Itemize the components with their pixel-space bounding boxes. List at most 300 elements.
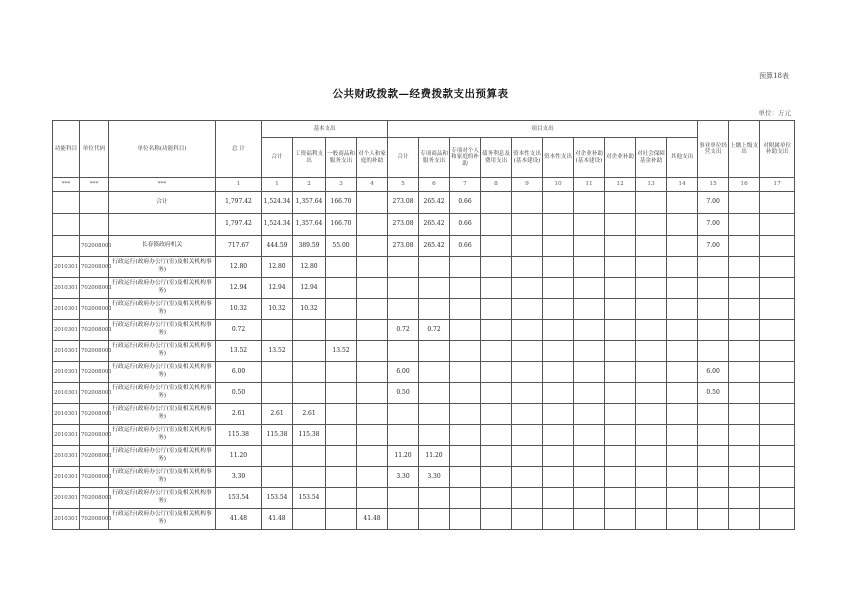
- total-cell: 0.72: [216, 320, 262, 341]
- header-row-1: [53, 121, 795, 138]
- empty-cell: [512, 467, 543, 488]
- amount-cell-pp: [450, 467, 481, 488]
- empty-cell: [574, 214, 605, 236]
- amount-cell-other: [698, 488, 729, 509]
- amount-cell-other: [698, 425, 729, 446]
- amount-cell-wage: 2.61: [293, 404, 326, 425]
- empty-cell: [636, 320, 667, 341]
- unit-code-cell: 702008001: [80, 278, 109, 299]
- table-row: [53, 509, 795, 530]
- amount-cell-goods: [326, 467, 357, 488]
- amount-cell-bt: 1,524.34: [262, 214, 293, 236]
- empty-cell: [729, 341, 760, 362]
- empty-cell: [636, 404, 667, 425]
- empty-cell: [729, 236, 760, 257]
- amount-cell-goods: [326, 299, 357, 320]
- unit-label: 单位：万元: [758, 109, 791, 117]
- header-proj-total: 合计: [388, 138, 419, 178]
- amount-cell-pt: 3.30: [388, 467, 419, 488]
- unit-name-cell: 行政运行(政府办公厅(室)及相关机构事务): [109, 404, 216, 425]
- amount-cell-wage: [293, 320, 326, 341]
- empty-cell: [667, 257, 698, 278]
- index-cell: 7: [450, 178, 481, 192]
- amount-cell-pg: [419, 362, 450, 383]
- total-cell: 717.67: [216, 236, 262, 257]
- index-cell: 9: [512, 178, 543, 192]
- empty-cell: [605, 446, 636, 467]
- table-row: [53, 404, 795, 425]
- func-code-cell: 2010301: [53, 404, 80, 425]
- amount-cell-pg: [419, 404, 450, 425]
- amount-cell-bt: 115.38: [262, 425, 293, 446]
- form-number: 预算18表: [759, 72, 789, 80]
- index-cell: 3: [326, 178, 357, 192]
- index-cell: 14: [667, 178, 698, 192]
- empty-cell: [636, 214, 667, 236]
- empty-cell: [667, 341, 698, 362]
- empty-cell: [760, 278, 795, 299]
- amount-cell-pp: [450, 488, 481, 509]
- empty-cell: [574, 192, 605, 214]
- amount-cell-pp: [450, 383, 481, 404]
- empty-cell: [512, 446, 543, 467]
- empty-cell: [729, 278, 760, 299]
- header-enterprise-build: 对企业补助(基本建设): [574, 138, 605, 178]
- amount-cell-pg: 265.42: [419, 214, 450, 236]
- unit-name-cell: 行政运行(政府办公厅(室)及相关机构事务): [109, 362, 216, 383]
- empty-cell: [667, 278, 698, 299]
- amount-cell-wage: 1,357.64: [293, 192, 326, 214]
- amount-cell-pers: [357, 236, 388, 257]
- total-cell: 1,797.42: [216, 214, 262, 236]
- empty-cell: [574, 299, 605, 320]
- amount-cell-pt: [388, 299, 419, 320]
- amount-cell-bt: 444.59: [262, 236, 293, 257]
- empty-cell: [512, 341, 543, 362]
- empty-cell: [636, 488, 667, 509]
- empty-cell: [574, 362, 605, 383]
- amount-cell-other: [698, 467, 729, 488]
- empty-cell: [605, 488, 636, 509]
- empty-cell: [636, 467, 667, 488]
- total-cell: 12.94: [216, 278, 262, 299]
- empty-cell: [729, 509, 760, 530]
- amount-cell-wage: [293, 446, 326, 467]
- empty-cell: [729, 446, 760, 467]
- amount-cell-bt: [262, 467, 293, 488]
- budget-table: [52, 120, 795, 530]
- empty-cell: [605, 509, 636, 530]
- func-code-cell: 2010301: [53, 383, 80, 404]
- empty-cell: [512, 362, 543, 383]
- empty-cell: [481, 509, 512, 530]
- table-row: [53, 299, 795, 320]
- empty-cell: [760, 214, 795, 236]
- amount-cell-goods: [326, 362, 357, 383]
- amount-cell-pg: [419, 299, 450, 320]
- empty-cell: [760, 467, 795, 488]
- func-code-cell: 2010301: [53, 425, 80, 446]
- empty-cell: [605, 404, 636, 425]
- amount-cell-wage: [293, 509, 326, 530]
- empty-cell: [512, 192, 543, 214]
- table-row: [53, 488, 795, 509]
- table-row: [53, 383, 795, 404]
- total-cell: 2.61: [216, 404, 262, 425]
- empty-cell: [512, 278, 543, 299]
- amount-cell-pg: [419, 509, 450, 530]
- table-row: [53, 446, 795, 467]
- amount-cell-pg: 3.30: [419, 467, 450, 488]
- amount-cell-pers: [357, 299, 388, 320]
- empty-cell: [667, 362, 698, 383]
- amount-cell-pers: [357, 362, 388, 383]
- amount-cell-pg: 265.42: [419, 192, 450, 214]
- empty-cell: [636, 509, 667, 530]
- index-cell: 6: [419, 178, 450, 192]
- empty-cell: [543, 299, 574, 320]
- empty-cell: [481, 341, 512, 362]
- amount-cell-pt: 273.08: [388, 192, 419, 214]
- amount-cell-other: [698, 509, 729, 530]
- index-cell: 2: [293, 178, 326, 192]
- header-project: 项目支出: [388, 121, 698, 138]
- func-code-cell: [53, 214, 80, 236]
- amount-cell-bt: 10.32: [262, 299, 293, 320]
- unit-code-cell: 702008001: [80, 425, 109, 446]
- empty-cell: [667, 488, 698, 509]
- empty-cell: [512, 425, 543, 446]
- amount-cell-other: 7.00: [698, 236, 729, 257]
- empty-cell: [636, 362, 667, 383]
- empty-cell: [481, 383, 512, 404]
- index-cell: 11: [574, 178, 605, 192]
- unit-code-cell: 702008001: [80, 341, 109, 362]
- amount-cell-wage: [293, 341, 326, 362]
- empty-cell: [543, 404, 574, 425]
- header-capital-build: 资本性支出(基本建设): [512, 138, 543, 178]
- table-row: [53, 341, 795, 362]
- amount-cell-other: [698, 446, 729, 467]
- amount-cell-pt: [388, 278, 419, 299]
- empty-cell: [667, 446, 698, 467]
- unit-name-cell: 行政运行(政府办公厅(室)及相关机构事务): [109, 341, 216, 362]
- table-row: [53, 467, 795, 488]
- amount-cell-goods: 166.70: [326, 192, 357, 214]
- amount-cell-pt: 273.08: [388, 214, 419, 236]
- unit-code-cell: 702008001: [80, 488, 109, 509]
- empty-cell: [574, 320, 605, 341]
- empty-cell: [481, 425, 512, 446]
- amount-cell-pt: [388, 509, 419, 530]
- header-personal: 对个人和家庭的补助: [357, 138, 388, 178]
- amount-cell-other: [698, 278, 729, 299]
- empty-cell: [636, 383, 667, 404]
- unit-name-cell: 行政运行(政府办公厅(室)及相关机构事务): [109, 257, 216, 278]
- empty-cell: [543, 192, 574, 214]
- amount-cell-pp: [450, 446, 481, 467]
- amount-cell-pt: 273.08: [388, 236, 419, 257]
- amount-cell-other: [698, 404, 729, 425]
- empty-cell: [512, 320, 543, 341]
- empty-cell: [636, 446, 667, 467]
- empty-cell: [481, 236, 512, 257]
- amount-cell-pg: [419, 383, 450, 404]
- amount-cell-pp: [450, 320, 481, 341]
- unit-code-cell: 702008001: [80, 299, 109, 320]
- empty-cell: [481, 446, 512, 467]
- header-social-fund: 对社会保障基金补助: [636, 138, 667, 178]
- amount-cell-pp: [450, 299, 481, 320]
- empty-cell: [636, 425, 667, 446]
- amount-cell-goods: [326, 320, 357, 341]
- empty-cell: [760, 404, 795, 425]
- empty-cell: [729, 257, 760, 278]
- amount-cell-pp: [450, 362, 481, 383]
- amount-cell-pp: [450, 278, 481, 299]
- empty-cell: [574, 446, 605, 467]
- empty-cell: [667, 509, 698, 530]
- empty-cell: [481, 404, 512, 425]
- unit-code-cell: 702008001: [80, 257, 109, 278]
- empty-cell: [512, 236, 543, 257]
- amount-cell-pp: [450, 404, 481, 425]
- amount-cell-pers: [357, 488, 388, 509]
- empty-cell: [760, 236, 795, 257]
- empty-cell: [512, 488, 543, 509]
- table-row: [53, 192, 795, 214]
- empty-cell: [574, 509, 605, 530]
- index-cell: ***: [109, 178, 216, 192]
- amount-cell-other: [698, 320, 729, 341]
- unit-code-cell: 702008001: [80, 404, 109, 425]
- empty-cell: [605, 383, 636, 404]
- empty-cell: [605, 192, 636, 214]
- empty-cell: [729, 383, 760, 404]
- empty-cell: [481, 299, 512, 320]
- empty-cell: [729, 425, 760, 446]
- amount-cell-wage: [293, 362, 326, 383]
- amount-cell-pg: 265.42: [419, 236, 450, 257]
- amount-cell-pt: 11.20: [388, 446, 419, 467]
- func-code-cell: 2010301: [53, 320, 80, 341]
- amount-cell-wage: [293, 467, 326, 488]
- amount-cell-pp: 0.66: [450, 236, 481, 257]
- empty-cell: [605, 320, 636, 341]
- amount-cell-wage: 12.80: [293, 257, 326, 278]
- amount-cell-pers: [357, 278, 388, 299]
- empty-cell: [636, 257, 667, 278]
- amount-cell-pt: [388, 257, 419, 278]
- index-row: [53, 178, 795, 192]
- header-proj-goods: 专项商品和服务支出: [419, 138, 450, 178]
- unit-name-cell: 行政运行(政府办公厅(室)及相关机构事务): [109, 320, 216, 341]
- amount-cell-pers: [357, 467, 388, 488]
- amount-cell-bt: [262, 383, 293, 404]
- amount-cell-bt: 2.61: [262, 404, 293, 425]
- empty-cell: [605, 467, 636, 488]
- func-code-cell: 2010301: [53, 299, 80, 320]
- amount-cell-bt: [262, 362, 293, 383]
- amount-cell-bt: 13.52: [262, 341, 293, 362]
- unit-name-cell: 行政运行(政府办公厅(室)及相关机构事务): [109, 299, 216, 320]
- empty-cell: [543, 488, 574, 509]
- amount-cell-pt: [388, 404, 419, 425]
- amount-cell-bt: [262, 446, 293, 467]
- unit-name-cell: 长春镇政府机关: [109, 236, 216, 257]
- empty-cell: [667, 383, 698, 404]
- total-cell: 13.52: [216, 341, 262, 362]
- empty-cell: [543, 341, 574, 362]
- table-row: [53, 214, 795, 236]
- empty-cell: [729, 362, 760, 383]
- empty-cell: [760, 362, 795, 383]
- amount-cell-pers: [357, 383, 388, 404]
- amount-cell-pg: [419, 257, 450, 278]
- amount-cell-wage: [293, 383, 326, 404]
- table-row: [53, 257, 795, 278]
- amount-cell-pg: [419, 488, 450, 509]
- table-row: [53, 425, 795, 446]
- empty-cell: [512, 214, 543, 236]
- empty-cell: [760, 425, 795, 446]
- empty-cell: [543, 446, 574, 467]
- func-code-cell: 2010301: [53, 362, 80, 383]
- amount-cell-pp: 0.66: [450, 214, 481, 236]
- total-cell: 12.80: [216, 257, 262, 278]
- unit-name-cell: [109, 214, 216, 236]
- empty-cell: [481, 488, 512, 509]
- amount-cell-bt: 12.94: [262, 278, 293, 299]
- amount-cell-pg: [419, 425, 450, 446]
- header-unit-code: 单位代码: [80, 121, 109, 178]
- empty-cell: [760, 299, 795, 320]
- unit-name-cell: 行政运行(政府办公厅(室)及相关机构事务): [109, 383, 216, 404]
- amount-cell-pp: [450, 425, 481, 446]
- amount-cell-goods: [326, 446, 357, 467]
- total-cell: 3.30: [216, 467, 262, 488]
- header-enterprise: 对企业补助: [605, 138, 636, 178]
- amount-cell-pers: [357, 404, 388, 425]
- unit-name-cell: 行政运行(政府办公厅(室)及相关机构事务): [109, 446, 216, 467]
- empty-cell: [481, 257, 512, 278]
- amount-cell-pers: [357, 192, 388, 214]
- amount-cell-goods: [326, 509, 357, 530]
- unit-code-cell: 702008001: [80, 236, 109, 257]
- empty-cell: [605, 236, 636, 257]
- unit-code-cell: [80, 192, 109, 214]
- index-cell: 4: [357, 178, 388, 192]
- amount-cell-goods: [326, 278, 357, 299]
- empty-cell: [636, 278, 667, 299]
- header-basic: 基本支出: [262, 121, 388, 138]
- header-other: 其他支出: [667, 138, 698, 178]
- header-proj-personal: 专项对个人和家庭的补助: [450, 138, 481, 178]
- header-subsidiary: 对附属单位补助支出: [760, 121, 795, 178]
- header-total: 总 计: [216, 121, 262, 178]
- empty-cell: [574, 341, 605, 362]
- empty-cell: [729, 467, 760, 488]
- empty-cell: [512, 257, 543, 278]
- amount-cell-other: [698, 257, 729, 278]
- table-row: [53, 236, 795, 257]
- page-title: 公共财政拨款—经费拨款支出预算表: [332, 88, 509, 100]
- empty-cell: [543, 320, 574, 341]
- empty-cell: [543, 214, 574, 236]
- unit-name-cell: 合计: [109, 192, 216, 214]
- empty-cell: [481, 467, 512, 488]
- amount-cell-goods: 55.00: [326, 236, 357, 257]
- header-unit-name: 单位名称(功能科目): [109, 121, 216, 178]
- table-row: [53, 278, 795, 299]
- amount-cell-pg: 0.72: [419, 320, 450, 341]
- amount-cell-other: 7.00: [698, 192, 729, 214]
- empty-cell: [667, 425, 698, 446]
- empty-cell: [760, 488, 795, 509]
- amount-cell-goods: 13.52: [326, 341, 357, 362]
- amount-cell-other: [698, 299, 729, 320]
- amount-cell-goods: 166.70: [326, 214, 357, 236]
- index-cell: ***: [53, 178, 80, 192]
- empty-cell: [667, 467, 698, 488]
- index-cell: 16: [729, 178, 760, 192]
- amount-cell-pt: [388, 425, 419, 446]
- empty-cell: [729, 299, 760, 320]
- empty-cell: [481, 278, 512, 299]
- index-cell: ***: [80, 178, 109, 192]
- empty-cell: [605, 278, 636, 299]
- total-cell: 10.32: [216, 299, 262, 320]
- amount-cell-goods: [326, 488, 357, 509]
- empty-cell: [481, 362, 512, 383]
- empty-cell: [667, 236, 698, 257]
- func-code-cell: 2010301: [53, 446, 80, 467]
- table-row: [53, 362, 795, 383]
- empty-cell: [605, 425, 636, 446]
- empty-cell: [760, 192, 795, 214]
- total-cell: 1,797.42: [216, 192, 262, 214]
- index-cell: 5: [388, 178, 419, 192]
- unit-code-cell: 702008001: [80, 467, 109, 488]
- empty-cell: [543, 467, 574, 488]
- amount-cell-pers: [357, 341, 388, 362]
- index-cell: 13: [636, 178, 667, 192]
- total-cell: 11.20: [216, 446, 262, 467]
- unit-name-cell: 行政运行(政府办公厅(室)及相关机构事务): [109, 425, 216, 446]
- empty-cell: [543, 509, 574, 530]
- amount-cell-bt: 12.80: [262, 257, 293, 278]
- amount-cell-pt: [388, 341, 419, 362]
- empty-cell: [481, 214, 512, 236]
- amount-cell-pt: 0.72: [388, 320, 419, 341]
- amount-cell-pers: [357, 425, 388, 446]
- empty-cell: [574, 257, 605, 278]
- amount-cell-pers: [357, 446, 388, 467]
- unit-code-cell: 702008001: [80, 446, 109, 467]
- empty-cell: [636, 236, 667, 257]
- unit-name-cell: 行政运行(政府办公厅(室)及相关机构事务): [109, 467, 216, 488]
- empty-cell: [760, 257, 795, 278]
- table-row: [53, 320, 795, 341]
- header-wages: 工资福利支出: [293, 138, 326, 178]
- index-cell: 15: [698, 178, 729, 192]
- unit-code-cell: [80, 214, 109, 236]
- func-code-cell: [53, 236, 80, 257]
- empty-cell: [512, 383, 543, 404]
- empty-cell: [760, 383, 795, 404]
- empty-cell: [605, 257, 636, 278]
- unit-name-cell: 行政运行(政府办公厅(室)及相关机构事务): [109, 509, 216, 530]
